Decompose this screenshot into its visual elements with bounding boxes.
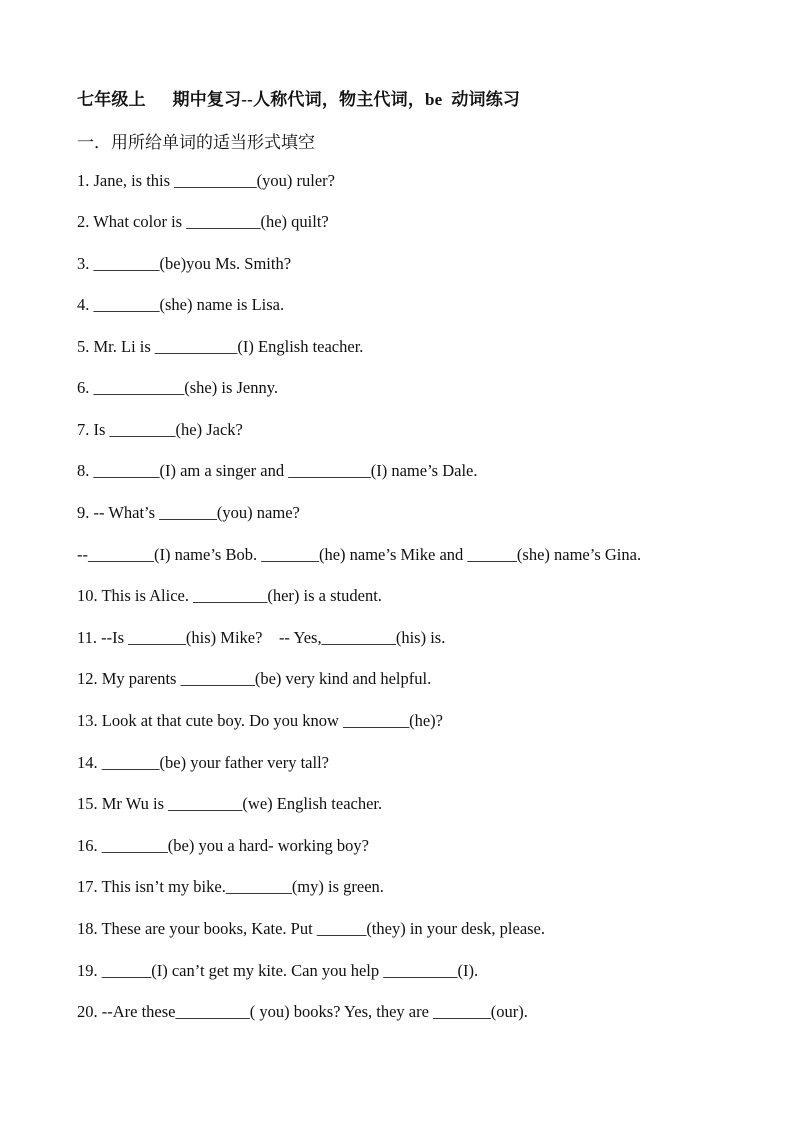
exercise-line: --________(I) name’s Bob. _______(he) name’s Mike and ______(she) name’s Gina. [77, 545, 642, 564]
exercise-line: 18. These are your books, Kate. Put ______(they) in your desk, please. [77, 919, 546, 938]
exercise-line: 16. ________(be) you a hard- working boy? [77, 836, 369, 855]
exercise-line: 15. Mr Wu is _________(we) English teacher. [77, 794, 383, 813]
exercise-line: 1. Jane, is this __________(you) ruler? [77, 171, 335, 190]
exercise-line: 5. Mr. Li is __________(I) English teacher. [77, 337, 364, 356]
exercise-line: 9. -- What’s _______(you) name? [77, 503, 300, 522]
exercise-line: 13. Look at that cute boy. Do you know ________(he)? [77, 711, 443, 730]
exercise-line: 14. _______(be) your father very tall? [77, 753, 329, 772]
exercise-line: 4. ________(she) name is Lisa. [77, 295, 285, 314]
exercise-line: 11. --Is _______(his) Mike? -- Yes,_________(his) is. [77, 628, 446, 647]
exercise-line: 6. ___________(she) is Jenny. [77, 378, 279, 397]
exercise-line: 3. ________(be)you Ms. Smith? [77, 254, 292, 273]
exercise-line: 7. Is ________(he) Jack? [77, 420, 243, 439]
exercise-line: 20. --Are these_________( you) books? Yes, they are _______(our). [77, 1002, 528, 1021]
exercise-line: 10. This is Alice. _________(her) is a student. [77, 586, 382, 605]
exercise-line: 8. ________(I) am a singer and __________(I) name’s Dale. [77, 461, 478, 480]
exercise-line: 2. What color is _________(he) quilt? [77, 212, 329, 231]
exercise-line: 19. ______(I) can’t get my kite. Can you help _________(I). [77, 961, 479, 980]
exercise-line: 12. My parents _________(be) very kind and helpful. [77, 669, 432, 688]
section-heading: 一．用所给单词的适当形式填空 [77, 133, 315, 152]
exercise-line: 17. This isn’t my bike.________(my) is green. [77, 877, 384, 896]
worksheet-title: 七年级上 期中复习--人称代词，物主代词，be 动词练习 [77, 90, 521, 109]
